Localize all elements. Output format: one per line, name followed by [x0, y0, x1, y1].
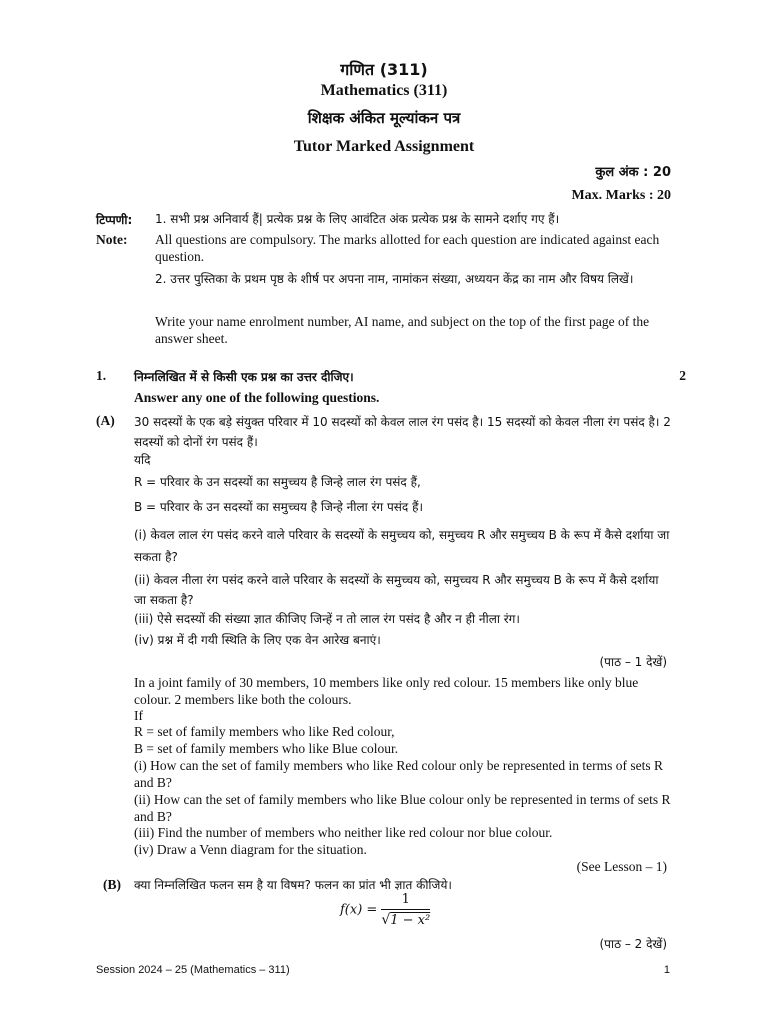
subtitle-hindi: शिक्षक अंकित मूल्यांकन पत्र: [307, 109, 461, 127]
max-marks-english: Max. Marks : 20: [571, 188, 671, 203]
option-a-label: (A): [96, 413, 115, 428]
option-a-hindi-b: B = परिवार के उन सदस्यों का समुच्चय है जिन्हे नीला रंग पसंद हैं।: [134, 500, 424, 514]
question-1-marks: 2: [679, 368, 686, 383]
option-a-hindi-intro: 30 सदस्यों के एक बड़े संयुक्त परिवार में 10 सदस्यों को केवल लाल रंग पसंद है। 15 सदस्यों को केवल नीला रंग पसंद है। 2 सदस्यों को दोनों रंग पसंद हैं।: [134, 415, 671, 449]
subtitle-english: Tutor Marked Assignment: [293, 138, 475, 155]
footer-page-number: 1: [663, 964, 670, 976]
note-label-english: Note:: [96, 232, 128, 247]
note-2-hindi: 2. उत्तर पुस्तिका के प्रथम पृष्ठ के शीर्ष पर अपना नाम, नामांकन संख्या, अध्ययन केंद्र का नाम और विषय लिखें।: [155, 272, 634, 286]
footer-session: Session 2024 – 25 (Mathematics – 311): [96, 964, 290, 976]
question-1-instruction-english: Answer any one of the following questions.: [134, 390, 380, 405]
note-1-hindi: 1. सभी प्रश्न अनिवार्य हैं| प्रत्येक प्रश्न के लिए आवंटित अंक प्रत्येक प्रश्न के सामने दर्शाए गए हैं।: [155, 212, 560, 226]
option-a-english-intro: In a joint family of 30 members, 10 members like only red colour. 15 members like only blue colour. 2 members like both the colours.: [134, 675, 639, 707]
option-a-english-iv: (iv) Draw a Venn diagram for the situation.: [134, 842, 367, 857]
question-1-number: 1.: [96, 368, 107, 383]
title-english: Mathematics (311): [320, 82, 448, 99]
option-a-hindi-reference: (पाठ – 1 देखें): [599, 655, 667, 669]
note-1-english: All questions are compulsory. The marks allotted for each question are indicated against each question.: [155, 232, 660, 264]
max-marks-hindi: कुल अंक : 20: [595, 165, 671, 180]
option-b-label: (B): [103, 877, 121, 892]
formula-fraction: [381, 892, 430, 928]
option-a-hindi-iii: (iii) ऐसे सदस्यों की संख्या ज्ञात कीजिए जिन्हें न तो लाल रंग पसंद है और न ही नीला रंग।: [134, 612, 520, 626]
option-a-english-i: (i) How can the set of family members who like Red colour only be represented in terms of sets R and B?: [134, 758, 663, 790]
option-a-english-r: R = set of family members who like Red colour,: [134, 724, 395, 739]
option-a-english-ii: (ii) How can the set of family members who like Blue colour only be represented in terms of sets R and B?: [134, 792, 671, 824]
option-a-english-if: If: [134, 708, 143, 723]
question-1-instruction-hindi: निम्नलिखित में से किसी एक प्रश्न का उत्तर दीजिए।: [134, 370, 354, 384]
option-a-hindi-if: यदि: [134, 453, 151, 467]
title-hindi: गणित (311): [340, 60, 428, 79]
option-b-hindi-reference: (पाठ – 2 देखें): [599, 937, 667, 951]
option-a-hindi-ii: (ii) केवल नीला रंग पसंद करने वाले परिवार के सदस्यों के समुच्चय को, समुच्चय R और समुच्चय B के रूप में कैसे दर्शाया जा सकता है?: [134, 573, 659, 607]
option-a-english-b: B = set of family members who like Blue colour.: [134, 741, 399, 756]
note-label-hindi: टिप्पणी:: [96, 213, 133, 227]
option-a-hindi-iv: (iv) प्रश्न में दी गयी स्थिति के लिए एक वेन आरेख बनाएं।: [134, 633, 381, 647]
formula-denominator: √1 − x²: [381, 912, 431, 928]
function-formula: [340, 892, 430, 936]
option-b-hindi: क्या निम्नलिखित फलन सम है या विषम? फलन का प्रांत भी ज्ञात कीजिये।: [134, 878, 452, 892]
formula-numerator: 1: [381, 892, 430, 910]
option-a-hindi-r: R = परिवार के उन सदस्यों का समुच्चय है जिन्हे लाल रंग पसंद हैं,: [134, 475, 421, 489]
note-2-english: Write your name enrolment number, AI name, and subject on the top of the first page of the answer sheet.: [155, 314, 650, 346]
option-a-english-reference: (See Lesson – 1): [576, 859, 667, 874]
formula-lhs: f(x) =: [340, 902, 378, 918]
option-a-english-iii: (iii) Find the number of members who neither like red colour nor blue colour.: [134, 825, 553, 840]
square-root-icon: √: [381, 912, 391, 928]
option-a-hindi-i: (i) केवल लाल रंग पसंद करने वाले परिवार के सदस्यों के समुच्चय को, समुच्चय R और समुच्चय B के रूप में कैसे दर्शाया जा सकता है?: [134, 528, 670, 564]
